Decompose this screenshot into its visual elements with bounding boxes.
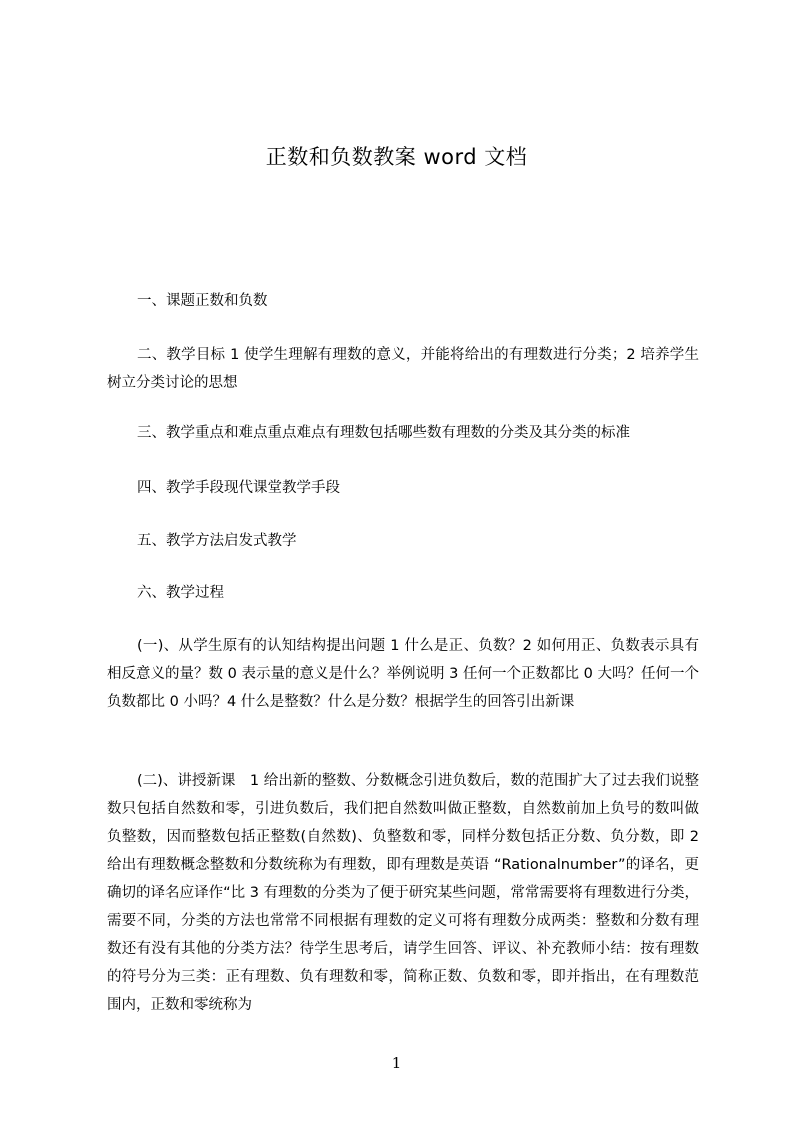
paragraph-teaching-goals: 二、教学目标 1 使学生理解有理数的意义，并能将给出的有理数进行分类；2 培养学生树立分类讨论的思想 xyxy=(107,347,699,391)
page-number: 1 xyxy=(391,1054,402,1072)
paragraph-section-two: (二)、讲授新课 1 给出新的整数、分数概念引进负数后，数的范围扩大了过去我们说整数只包括自然数和零，引进负数后，我们把自然数叫做正整数，自然数前加上负号的数叫做负整数，因而整数包括正整数(自然数)、负整数和零，同样分数包括正分数、负分数，即 2 给出有理数概念整数和分数统称为有理数，即有理数是英语 “Rationalnumber”的译名，更确切的译名应译作“比 3 有理数的分类为了便于研究某些问题，常常需要将有理数进行分类，需要不同，分类的方法也常常不同根据有理数的定义可将有理数分成两类：整数和分数有理数还有没有其他的分类方法？待学生思考后，请学生回答、评议、补充教师小结：按有理数的符号分为三类：正有理数、负有理数和零，简称正数、负数和零，即并指出，在有理数范围内，正数和零统称为 xyxy=(107,773,699,1013)
document-title: 正数和负数教案 word 文档 xyxy=(265,145,528,169)
paragraph-key-points: 三、教学重点和难点重点难点有理数包括哪些数有理数的分类及其分类的标准 xyxy=(137,425,630,441)
paragraph-topic: 一、课题正数和负数 xyxy=(137,293,268,309)
paragraph-section-one: (一)、从学生原有的认知结构提出问题 1 什么是正、负数？2 如何用正、负数表示具有相反意义的量？数 0 表示量的意义是什么？举例说明 3 任何一个正数都比 0 大吗？任何一个负数都比 0 小吗？4 什么是整数？什么是分数？根据学生的回答引出新课 xyxy=(107,638,699,710)
paragraph-teaching-means: 四、教学手段现代课堂教学手段 xyxy=(137,480,340,496)
paragraph-teaching-process: 六、教学过程 xyxy=(137,585,224,601)
paragraph-teaching-method: 五、教学方法启发式教学 xyxy=(137,533,297,549)
